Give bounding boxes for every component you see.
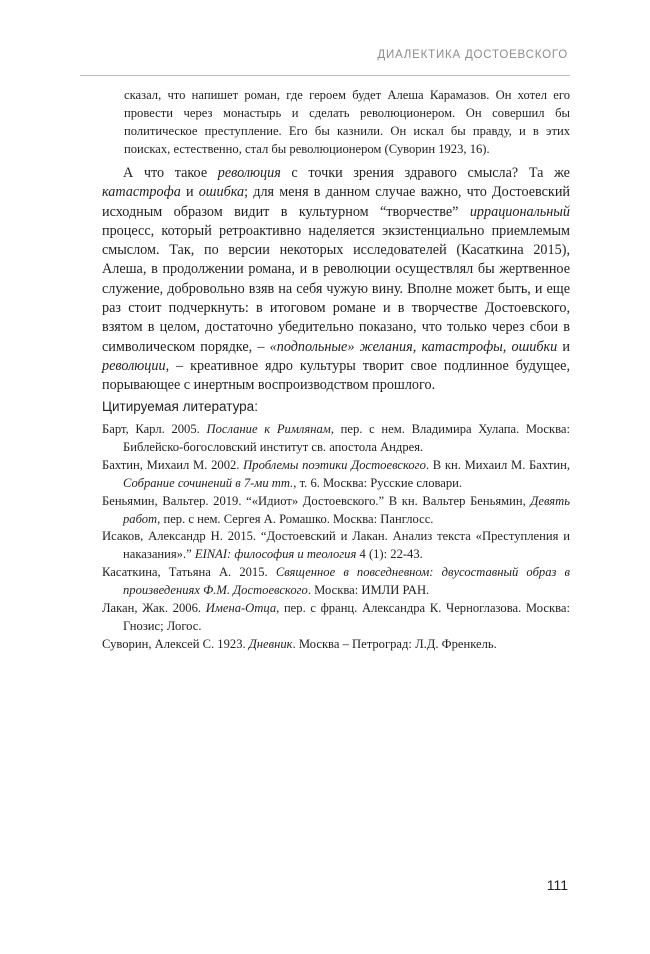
block-quote: сказал, что напишет роман, где героем будет Алеша Карамазов. Он хотел его провести через монастырь и сделать революционером. Он совершил бы политическое преступление. Его бы казнили. Он искал бы правду, и в этих поисках, естественно, стал бы революционером (Суворин 1923, 16). bbox=[124, 88, 570, 156]
reference-item bbox=[102, 493, 570, 529]
ref-title: ΕΙΝΑΙ: философия и теология bbox=[194, 547, 357, 562]
ref-author: Беньямин, Вальтер. 2019. “«Идиот» Достоевского.” В кн. Вальтер Беньямин, bbox=[102, 493, 531, 508]
ref-details-2: , т. 6. Москва: Русские словари. bbox=[293, 475, 463, 490]
reference-item bbox=[102, 636, 570, 654]
ref-author: Касаткина, Татьяна А. 2015. bbox=[102, 565, 276, 580]
text-run: , – креативное ядро культуры творит свое подлинное будущее, порывающее с инертным воспроизводством прошлого. bbox=[102, 357, 570, 394]
ref-title: Имена-Отца bbox=[205, 601, 277, 616]
italic-run: революции bbox=[102, 357, 166, 374]
reference-item bbox=[102, 421, 570, 457]
ref-details: , пер. с нем. Владимира Хулапа. Москва: Библейско-богословский институт св. апостола Андрея. bbox=[123, 422, 571, 454]
text-run: А что такое bbox=[123, 165, 218, 181]
ref-author: Суворин, Алексей С. 1923. bbox=[102, 636, 249, 651]
ref-title-2: Собрание сочинений в 7-ми тт. bbox=[123, 475, 294, 490]
italic-run: иррациональный bbox=[469, 203, 570, 220]
text-run: процесс, который ретроактивно наделяется экзистенциально приемлемым смыслом. Так, по версии некоторых исследователей (Касаткина 2015), Алеша, в продолжении романа, и в революции осуществлял бы жертвенное служение, добровольно взяв на себя чужую вину. Вполне может быть, и еще раз стоит подчеркнуть: в итоговом романе и в творчестве Достоевского, взятом в целом, достаточно убедительно показано, что только через сбои в символическом порядке, – bbox=[102, 222, 570, 355]
ref-details: . В кн. Михаил М. Бахтин, bbox=[425, 457, 570, 472]
text-run: с точки зрения здравого смысла? Та же bbox=[280, 165, 570, 181]
ref-title: Священное в повседневном: двусоставный образ в произведениях Ф.М. Достоевского bbox=[123, 565, 571, 598]
ref-author: Бахтин, Михаил М. 2002. bbox=[102, 457, 244, 472]
ref-author: Барт, Карл. 2005. bbox=[102, 422, 207, 436]
italic-run: катастрофа bbox=[102, 184, 181, 201]
italic-run: ошибка bbox=[198, 184, 245, 201]
ref-details: , пер. с нем. Сергея А. Ромашко. Москва: Панглосс. bbox=[157, 511, 434, 526]
italic-run: революция bbox=[217, 165, 281, 181]
ref-details: . Москва: ИМЛИ РАН. bbox=[307, 583, 430, 598]
italic-run: «подпольные» желания, катастрофы, ошибки bbox=[269, 338, 558, 355]
ref-title: Девять работ bbox=[123, 493, 570, 526]
reference-item bbox=[102, 528, 570, 564]
ref-author: Лакан, Жак. 2006. bbox=[102, 601, 206, 616]
ref-details: . Москва – Петроград: Л.Д. Френкель. bbox=[292, 636, 497, 651]
header-rule bbox=[80, 75, 570, 76]
ref-title: Послание к Римлянам bbox=[206, 422, 331, 436]
ref-details: 4 (1): 22-43. bbox=[356, 547, 423, 562]
text-run: и bbox=[557, 338, 571, 355]
text-run: и bbox=[180, 184, 199, 201]
ref-title: Проблемы поэтики Достоевского bbox=[243, 457, 426, 472]
body-paragraph bbox=[102, 164, 570, 396]
ref-details: , пер. с франц. Александра К. Черноглазова. Москва: Гнозис; Логос. bbox=[123, 601, 570, 633]
reference-item bbox=[102, 564, 570, 600]
references-heading: Цитируемая литература: bbox=[102, 399, 258, 414]
running-head: ДИАЛЕКТИКА ДОСТОЕВСКОГО bbox=[377, 49, 568, 61]
reference-item bbox=[102, 600, 570, 636]
ref-title: Дневник bbox=[248, 636, 293, 651]
reference-item bbox=[102, 457, 570, 493]
text-run: ; для меня в данном случае важно, что Достоевский исходным образом видит в культурном “творчестве” bbox=[102, 184, 570, 220]
ref-author: Исаков, Александр Н. 2015. “Достоевский и Лакан. Анализ текста «Преступления и наказания».” bbox=[102, 529, 570, 562]
page-number: 111 bbox=[546, 877, 568, 893]
references-list bbox=[102, 421, 570, 654]
